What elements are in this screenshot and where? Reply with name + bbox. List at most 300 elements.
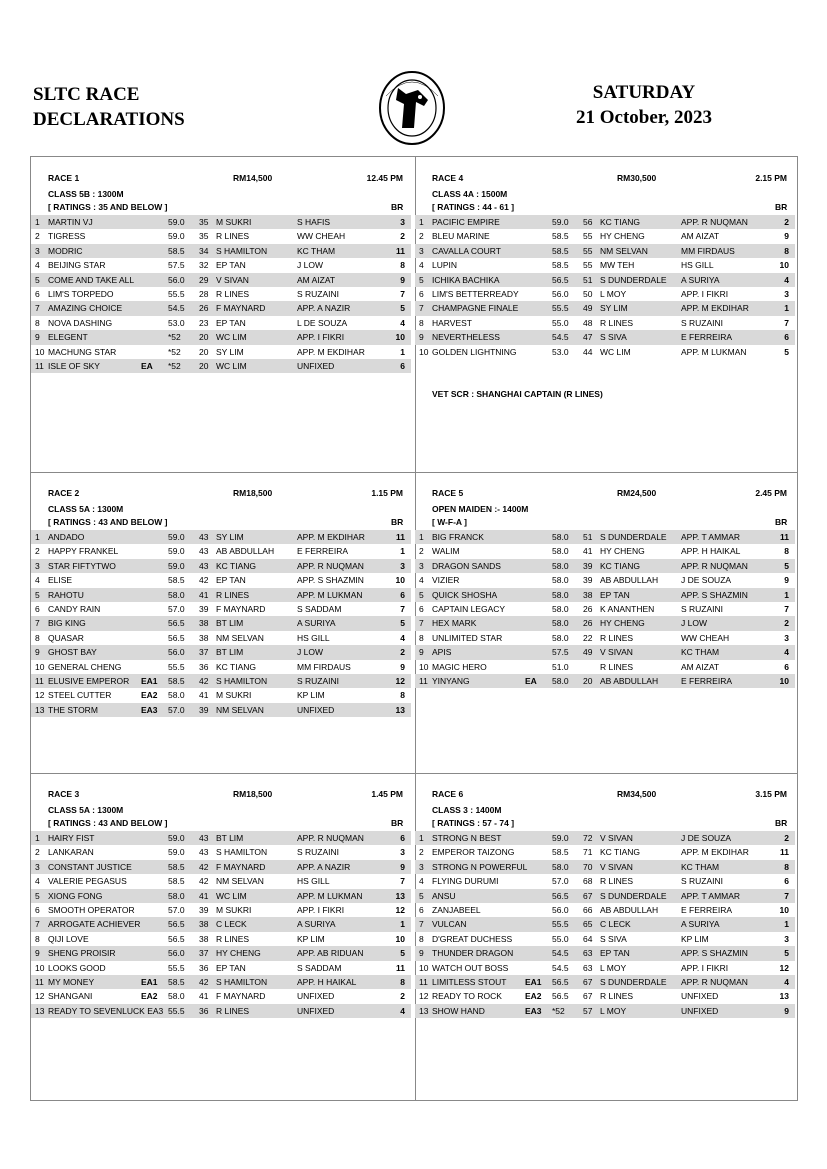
rating: 39 — [199, 704, 209, 715]
runner-number: 9 — [419, 332, 424, 343]
runner-row — [415, 917, 795, 931]
trainer: KP LIM — [297, 690, 325, 701]
runner-list — [31, 530, 411, 717]
runner-number: 6 — [35, 288, 40, 299]
barrier-header: BR — [775, 517, 788, 527]
barrier: 8 — [784, 245, 789, 256]
runner-row — [415, 258, 795, 272]
rating: 23 — [199, 317, 209, 328]
jockey: R LINES — [600, 876, 634, 887]
horse-name: LIM'S BETTERREADY — [432, 288, 519, 299]
runner-row — [415, 330, 795, 344]
weight: 58.0 — [552, 532, 569, 542]
runner-row — [415, 316, 795, 330]
race-purse: RM24,500 — [617, 488, 657, 498]
barrier: 9 — [784, 575, 789, 586]
runner-row — [415, 229, 795, 243]
runner-row — [415, 273, 795, 287]
trainer: E FERREIRA — [681, 675, 733, 686]
rating: 51 — [583, 532, 593, 542]
jockey: K ANANTHEN — [600, 603, 655, 614]
race-number: RACE 3 — [48, 789, 80, 799]
jockey: HY CHENG — [216, 948, 261, 959]
jockey: WC LIM — [216, 360, 247, 371]
horse-name: SHENG PROISIR — [48, 948, 116, 959]
rating: 26 — [583, 603, 593, 614]
trainer: L DE SOUZA — [297, 317, 348, 328]
rating: 50 — [583, 288, 593, 299]
barrier: 5 — [784, 560, 789, 571]
rating: 38 — [199, 933, 209, 944]
race-number: RACE 5 — [432, 488, 464, 498]
trainer: J LOW — [297, 647, 323, 658]
weight: 58.5 — [168, 575, 185, 586]
runner-number: 2 — [35, 231, 40, 242]
runner-row — [31, 961, 411, 975]
barrier: 2 — [784, 618, 789, 629]
runner-row — [31, 345, 411, 359]
runner-row — [31, 946, 411, 960]
barrier: 7 — [400, 876, 405, 887]
barrier: 7 — [784, 890, 789, 901]
rating: 63 — [583, 948, 593, 959]
race-ratings: [ RATINGS : 35 AND BELOW ] — [48, 202, 168, 212]
weight: 55.5 — [168, 1005, 185, 1016]
runner-number: 13 — [35, 704, 45, 715]
jockey: V SIVAN — [600, 833, 633, 843]
weight: 58.0 — [168, 589, 185, 600]
weight: 58.5 — [552, 260, 569, 271]
jockey: M SUKRI — [216, 690, 252, 701]
rating: 32 — [199, 260, 209, 271]
barrier: 4 — [784, 976, 789, 987]
runner-row — [31, 860, 411, 874]
runner-row — [415, 674, 795, 688]
barrier: 10 — [395, 575, 405, 586]
horse-name: VULCAN — [432, 919, 467, 930]
runner-row — [31, 631, 411, 645]
rating: 26 — [199, 303, 209, 314]
weight: 56.5 — [552, 890, 569, 901]
runner-row — [415, 874, 795, 888]
horse-name: LOOKS GOOD — [48, 962, 106, 973]
rating: 28 — [199, 288, 209, 299]
emergency-tag: EA — [141, 360, 153, 371]
jockey: S HAMILTON — [216, 675, 268, 686]
barrier: 8 — [400, 976, 405, 987]
race-class: CLASS 5B : 1300M — [48, 189, 124, 199]
weight: 57.5 — [168, 260, 185, 271]
trainer: J LOW — [297, 260, 323, 271]
jockey: F MAYNARD — [216, 303, 266, 314]
trainer: APP. M EKDIHAR — [681, 303, 749, 314]
jockey: WC LIM — [600, 346, 631, 357]
rating: 20 — [199, 346, 209, 357]
horse-name: CAVALLA COURT — [432, 245, 501, 256]
runner-row — [415, 831, 795, 845]
horse-name: SHANGANI — [48, 991, 93, 1002]
runner-row — [31, 932, 411, 946]
jockey: S HAMILTON — [216, 976, 268, 987]
barrier: 1 — [784, 589, 789, 600]
race-ratings: [ W-F-A ] — [432, 517, 467, 527]
horse-name: SMOOTH OPERATOR — [48, 904, 135, 915]
jockey: L MOY — [600, 288, 627, 299]
rating: 43 — [199, 532, 209, 542]
runner-row — [415, 588, 795, 602]
emergency-tag: EA3 — [141, 704, 158, 715]
runner-number: 5 — [35, 890, 40, 901]
weight: *52 — [168, 332, 181, 343]
horse-name: VALERIE PEGASUS — [48, 876, 127, 887]
jockey: R LINES — [600, 632, 634, 643]
jockey: S DUNDERDALE — [600, 532, 667, 542]
runner-row — [31, 273, 411, 287]
horse-name: ELUSIVE EMPEROR — [48, 675, 130, 686]
weight: 56.5 — [168, 618, 185, 629]
rating: 67 — [583, 991, 593, 1002]
trainer: WW CHEAH — [297, 231, 346, 242]
runner-row — [31, 674, 411, 688]
rating: 67 — [583, 890, 593, 901]
runner-number: 5 — [419, 589, 424, 600]
jockey: SY LIM — [216, 532, 244, 542]
rating: 38 — [199, 618, 209, 629]
trainer: UNFIXED — [297, 360, 335, 371]
weight: 58.0 — [168, 690, 185, 701]
jockey: KC TIANG — [216, 661, 256, 672]
runner-row — [31, 645, 411, 659]
runner-number: 1 — [419, 833, 424, 843]
runner-number: 3 — [419, 861, 424, 872]
trainer: J LOW — [681, 618, 707, 629]
race-number: RACE 1 — [48, 173, 80, 183]
jockey: V SIVAN — [600, 647, 633, 658]
rating: 35 — [199, 231, 209, 242]
jockey: F MAYNARD — [216, 991, 266, 1002]
weight: 58.0 — [552, 589, 569, 600]
weight: 58.5 — [168, 245, 185, 256]
trainer: APP. I FIKRI — [681, 288, 729, 299]
race-purse: RM34,500 — [617, 789, 657, 799]
weight: 57.0 — [168, 904, 185, 915]
runner-row — [31, 588, 411, 602]
horse-name: THE STORM — [48, 704, 98, 715]
rating: 42 — [199, 861, 209, 872]
weight: 58.0 — [552, 675, 569, 686]
runner-row — [31, 530, 411, 544]
runner-row — [415, 903, 795, 917]
runner-number: 10 — [419, 346, 429, 357]
rating: 34 — [199, 245, 209, 256]
horse-name: TIGRESS — [48, 231, 86, 242]
runner-number: 10 — [419, 661, 429, 672]
weight: 56.0 — [168, 948, 185, 959]
runner-number: 6 — [419, 603, 424, 614]
jockey: M SUKRI — [216, 217, 252, 227]
rating: 36 — [199, 1005, 209, 1016]
barrier: 11 — [396, 962, 405, 973]
weight: 58.5 — [552, 231, 569, 242]
jockey: BT LIM — [216, 833, 244, 843]
runner-number: 8 — [35, 933, 40, 944]
jockey: S HAMILTON — [216, 245, 268, 256]
horse-name: ARROGATE ACHIEVER — [48, 919, 141, 930]
trainer: APP. R NUQMAN — [297, 833, 364, 843]
jockey: R LINES — [216, 288, 250, 299]
horse-name: DRAGON SANDS — [432, 560, 501, 571]
horse-name: CONSTANT JUSTICE — [48, 861, 132, 872]
weight: 58.0 — [552, 560, 569, 571]
runner-number: 3 — [35, 560, 40, 571]
runner-number: 4 — [419, 876, 424, 887]
trainer: J DE SOUZA — [681, 833, 732, 843]
runner-number: 2 — [35, 847, 40, 858]
weight: 55.0 — [552, 933, 569, 944]
race-date: 21 October, 2023 — [576, 107, 712, 128]
barrier: 8 — [400, 690, 405, 701]
race-ratings: [ RATINGS : 43 AND BELOW ] — [48, 517, 168, 527]
barrier: 7 — [400, 288, 405, 299]
jockey: NM SELVAN — [216, 632, 264, 643]
race-ratings: [ RATINGS : 44 - 61 ] — [432, 202, 515, 212]
trainer: KC THAM — [297, 245, 336, 256]
barrier: 9 — [400, 861, 405, 872]
rating: 47 — [583, 332, 593, 343]
weight: *52 — [552, 1005, 565, 1016]
jockey: WC LIM — [216, 890, 247, 901]
jockey: NM SELVAN — [216, 876, 264, 887]
horse-name: STRONG N POWERFUL — [432, 861, 528, 872]
runner-list — [415, 215, 795, 359]
trainer: S RUZAINI — [681, 603, 724, 614]
runner-number: 2 — [419, 847, 424, 858]
runner-row — [415, 287, 795, 301]
runner-number: 13 — [419, 1005, 429, 1016]
horse-name: ICHIKA BACHIKA — [432, 274, 500, 285]
runner-number: 8 — [419, 632, 424, 643]
horse-name: HAPPY FRANKEL — [48, 546, 119, 557]
horse-name: D'GREAT DUCHESS — [432, 933, 513, 944]
weight: 59.0 — [168, 847, 185, 858]
horse-name: MY MONEY — [48, 976, 95, 987]
weight: 56.0 — [168, 274, 185, 285]
jockey: KC TIANG — [600, 847, 640, 858]
rating: 43 — [199, 847, 209, 858]
rating: 48 — [583, 317, 593, 328]
weight: 56.0 — [168, 647, 185, 658]
runner-row — [31, 258, 411, 272]
trainer: S RUZAINI — [681, 317, 724, 328]
weight: 59.0 — [168, 546, 185, 557]
horse-name: HEX MARK — [432, 618, 477, 629]
weight: 57.5 — [552, 647, 569, 658]
runner-number: 9 — [35, 647, 40, 658]
weight: 58.0 — [552, 546, 569, 557]
race-purse: RM30,500 — [617, 173, 657, 183]
runner-row — [31, 889, 411, 903]
rating: 39 — [199, 904, 209, 915]
trainer: KP LIM — [681, 933, 709, 944]
trainer: APP. T AMMAR — [681, 532, 741, 542]
weight: 54.5 — [552, 962, 569, 973]
runner-number: 11 — [35, 675, 44, 686]
rating: 49 — [583, 303, 593, 314]
horse-name: WALIM — [432, 546, 460, 557]
runner-number: 12 — [35, 690, 45, 701]
rating: 56 — [583, 217, 593, 227]
race-card — [31, 157, 415, 472]
runner-row — [415, 530, 795, 544]
jockey: EP TAN — [600, 948, 630, 959]
runner-number: 11 — [419, 976, 428, 987]
horse-name: MACHUNG STAR — [48, 346, 117, 357]
trainer: HS GILL — [681, 260, 714, 271]
runner-number: 5 — [35, 589, 40, 600]
trainer: APP. R NUQMAN — [297, 560, 364, 571]
trainer: APP. AB RIDUAN — [297, 948, 364, 959]
weight: 55.0 — [552, 317, 569, 328]
race-day-date — [549, 80, 739, 130]
runner-number: 6 — [35, 904, 40, 915]
runner-number: 7 — [35, 618, 40, 629]
race-day: SATURDAY — [592, 82, 696, 103]
barrier: 5 — [784, 948, 789, 959]
runner-number: 7 — [419, 303, 424, 314]
horse-name: FLYING DURUMI — [432, 876, 499, 887]
runner-number: 6 — [35, 603, 40, 614]
runner-row — [31, 831, 411, 845]
runner-number: 7 — [35, 919, 40, 930]
weight: 54.5 — [168, 303, 185, 314]
trainer: S RUZAINI — [297, 675, 340, 686]
rating: 36 — [199, 661, 209, 672]
horse-name: APIS — [432, 647, 452, 658]
horse-name: LIM'S TORPEDO — [48, 288, 114, 299]
rating: 43 — [199, 833, 209, 843]
horse-name: QUICK SHOSHA — [432, 589, 498, 600]
runner-row — [31, 229, 411, 243]
barrier: 2 — [400, 647, 405, 658]
weight: 54.5 — [552, 948, 569, 959]
runner-row — [31, 975, 411, 989]
runner-row — [31, 1004, 411, 1018]
barrier: 10 — [779, 675, 789, 686]
runner-number: 12 — [419, 991, 429, 1002]
barrier: 11 — [780, 847, 789, 858]
jockey: KC TIANG — [600, 217, 640, 227]
runner-row — [415, 559, 795, 573]
barrier: 12 — [395, 675, 405, 686]
horse-name: GENERAL CHENG — [48, 661, 122, 672]
jockey: MW TEH — [600, 260, 635, 271]
jockey: S DUNDERDALE — [600, 976, 667, 987]
horse-name: GOLDEN LIGHTNING — [432, 346, 517, 357]
runner-row — [31, 330, 411, 344]
runner-row — [31, 573, 411, 587]
horse-name: YINYANG — [432, 675, 470, 686]
race-ratings: [ RATINGS : 43 AND BELOW ] — [48, 818, 168, 828]
runner-row — [415, 631, 795, 645]
trainer: E FERREIRA — [681, 332, 733, 343]
weight: 56.0 — [552, 288, 569, 299]
rating: 66 — [583, 904, 593, 915]
race-class: CLASS 5A : 1300M — [48, 504, 124, 514]
rating: 38 — [199, 632, 209, 643]
trainer: HS GILL — [297, 876, 330, 887]
trainer: APP. M EKDIHAR — [297, 346, 365, 357]
weight: 56.5 — [552, 991, 569, 1002]
weight: 57.0 — [168, 704, 185, 715]
horse-name: LANKARAN — [48, 847, 94, 858]
horse-name: GHOST BAY — [48, 647, 97, 658]
jockey: V SIVAN — [216, 274, 249, 285]
trainer: APP. R NUQMAN — [681, 560, 748, 571]
barrier: 10 — [395, 332, 405, 343]
runner-row — [31, 602, 411, 616]
rating: 41 — [199, 589, 209, 600]
horse-name: COME AND TAKE ALL — [48, 274, 135, 285]
runner-row — [415, 602, 795, 616]
trainer: E FERREIRA — [681, 904, 733, 915]
trainer: J DE SOUZA — [681, 575, 732, 586]
runner-row — [31, 215, 411, 229]
weight: 55.5 — [168, 288, 185, 299]
runner-row — [31, 903, 411, 917]
runner-row — [415, 660, 795, 674]
horse-name: CANDY RAIN — [48, 603, 101, 614]
horse-name: MODRIC — [48, 245, 83, 256]
horse-name: XIONG FONG — [48, 890, 103, 901]
barrier-header: BR — [391, 517, 404, 527]
jockey: F MAYNARD — [216, 603, 266, 614]
runner-number: 7 — [419, 919, 424, 930]
weight: 58.5 — [168, 976, 185, 987]
horse-name: BIG KING — [48, 618, 86, 629]
runner-row — [415, 845, 795, 859]
jockey: HY CHENG — [600, 618, 645, 629]
horse-name: QIJI LOVE — [48, 933, 89, 944]
runner-number: 5 — [419, 274, 424, 285]
weight: 57.0 — [552, 876, 569, 887]
jockey: S SIVA — [600, 933, 627, 944]
barrier: 12 — [779, 962, 789, 973]
trainer: APP. S SHAZMIN — [681, 589, 748, 600]
runner-number: 2 — [419, 231, 424, 242]
weight: 57.0 — [168, 603, 185, 614]
runner-number: 5 — [419, 890, 424, 901]
barrier-header: BR — [391, 202, 404, 212]
race-number: RACE 6 — [432, 789, 464, 799]
trainer: APP. A NAZIR — [297, 303, 351, 314]
runner-number: 4 — [35, 575, 40, 586]
rating: 37 — [199, 948, 209, 959]
barrier: 11 — [396, 245, 405, 256]
runner-number: 7 — [419, 618, 424, 629]
trainer: AM AIZAT — [681, 231, 720, 242]
rating: 22 — [583, 632, 593, 643]
horse-name: CAPTAIN LEGACY — [432, 603, 506, 614]
runner-number: 1 — [419, 532, 424, 542]
rating: 39 — [199, 603, 209, 614]
barrier: 1 — [784, 303, 789, 314]
barrier: 6 — [400, 833, 405, 843]
runner-row — [31, 244, 411, 258]
trainer: MM FIRDAUS — [681, 245, 735, 256]
runner-row — [31, 660, 411, 674]
runner-number: 9 — [35, 332, 40, 343]
horse-name: LIMITLESS STOUT — [432, 976, 507, 987]
